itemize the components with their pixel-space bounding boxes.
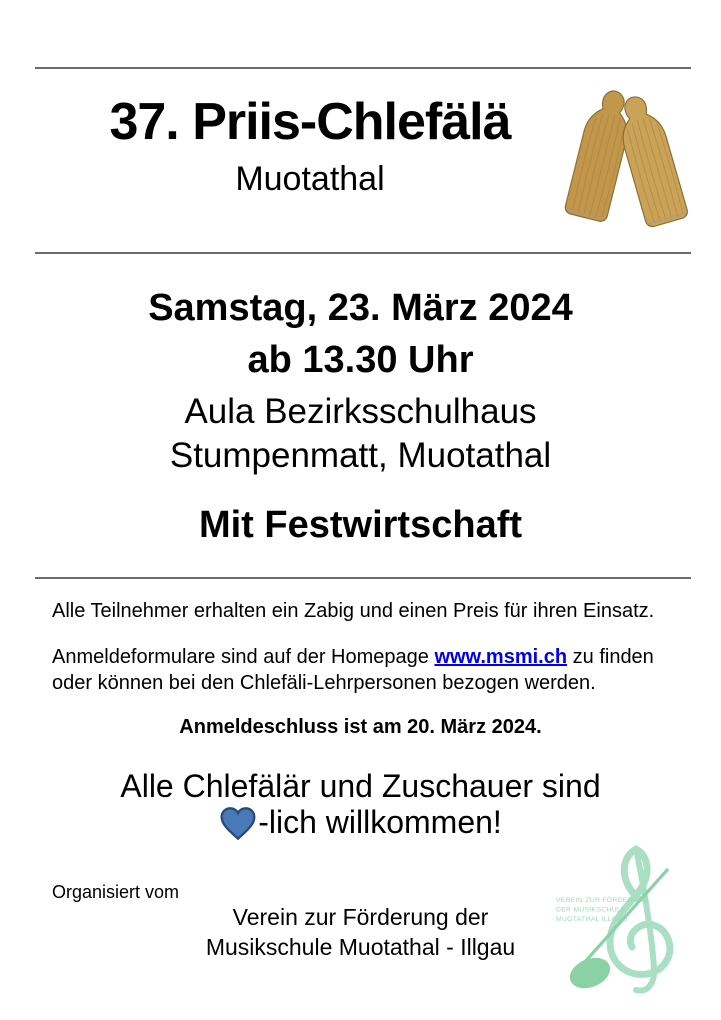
organizer-label: Organisiert vom xyxy=(52,882,180,902)
festwirtschaft-heading: Mit Festwirtschaft xyxy=(198,504,523,546)
divider-top xyxy=(35,67,691,69)
registration-text-after: zu finden xyxy=(567,646,654,668)
event-date: Samstag, 23. März 2024 xyxy=(148,287,573,329)
verein-logo xyxy=(550,842,718,1004)
heart-icon xyxy=(219,806,257,841)
logo-text-line-3: MUOTATHAL ILLGAU xyxy=(556,916,628,923)
divider-header xyxy=(35,252,691,254)
venue-line-1: Aula Bezirksschulhaus xyxy=(184,392,537,431)
msmi-link[interactable]: www.msmi.ch xyxy=(434,646,568,668)
venue-line-2: Stumpenmatt, Muotathal xyxy=(169,436,552,475)
welcome-line-2-text: -lich willkommen! xyxy=(258,804,502,840)
organizer-name-2: Musikschule Muotathal - Illgau xyxy=(205,934,516,960)
logo-text-line-1: VEREIN ZUR FÖRDERUNG xyxy=(556,897,649,904)
chlefeli-wooden-sticks-image xyxy=(550,78,712,244)
page-subtitle: Muotathal xyxy=(235,160,385,198)
organizer-name-1: Verein zur Förderung der xyxy=(232,904,489,930)
welcome-line-2 xyxy=(0,804,721,841)
logo-text-line-2: DER MUSIKSCHULE xyxy=(556,906,626,914)
registration-text-line1 xyxy=(52,646,692,669)
deadline-text: Anmeldeschluss ist am 20. März 2024. xyxy=(179,716,542,738)
page-title: 37. Priis-Chlefälä xyxy=(109,93,511,151)
welcome-line-1: Alle Chlefälär und Zuschauer sind xyxy=(120,768,601,804)
participants-text: Alle Teilnehmer erhalten ein Zabig und einen Preis für ihren Einsatz. xyxy=(52,600,655,622)
divider-details xyxy=(35,577,691,579)
registration-text-line2: oder können bei den Chlefäli-Lehrpersonen bezogen werden. xyxy=(52,672,596,694)
event-time: ab 13.30 Uhr xyxy=(247,339,474,381)
registration-text-before: Anmeldeformulare sind auf der Homepage xyxy=(52,646,435,668)
